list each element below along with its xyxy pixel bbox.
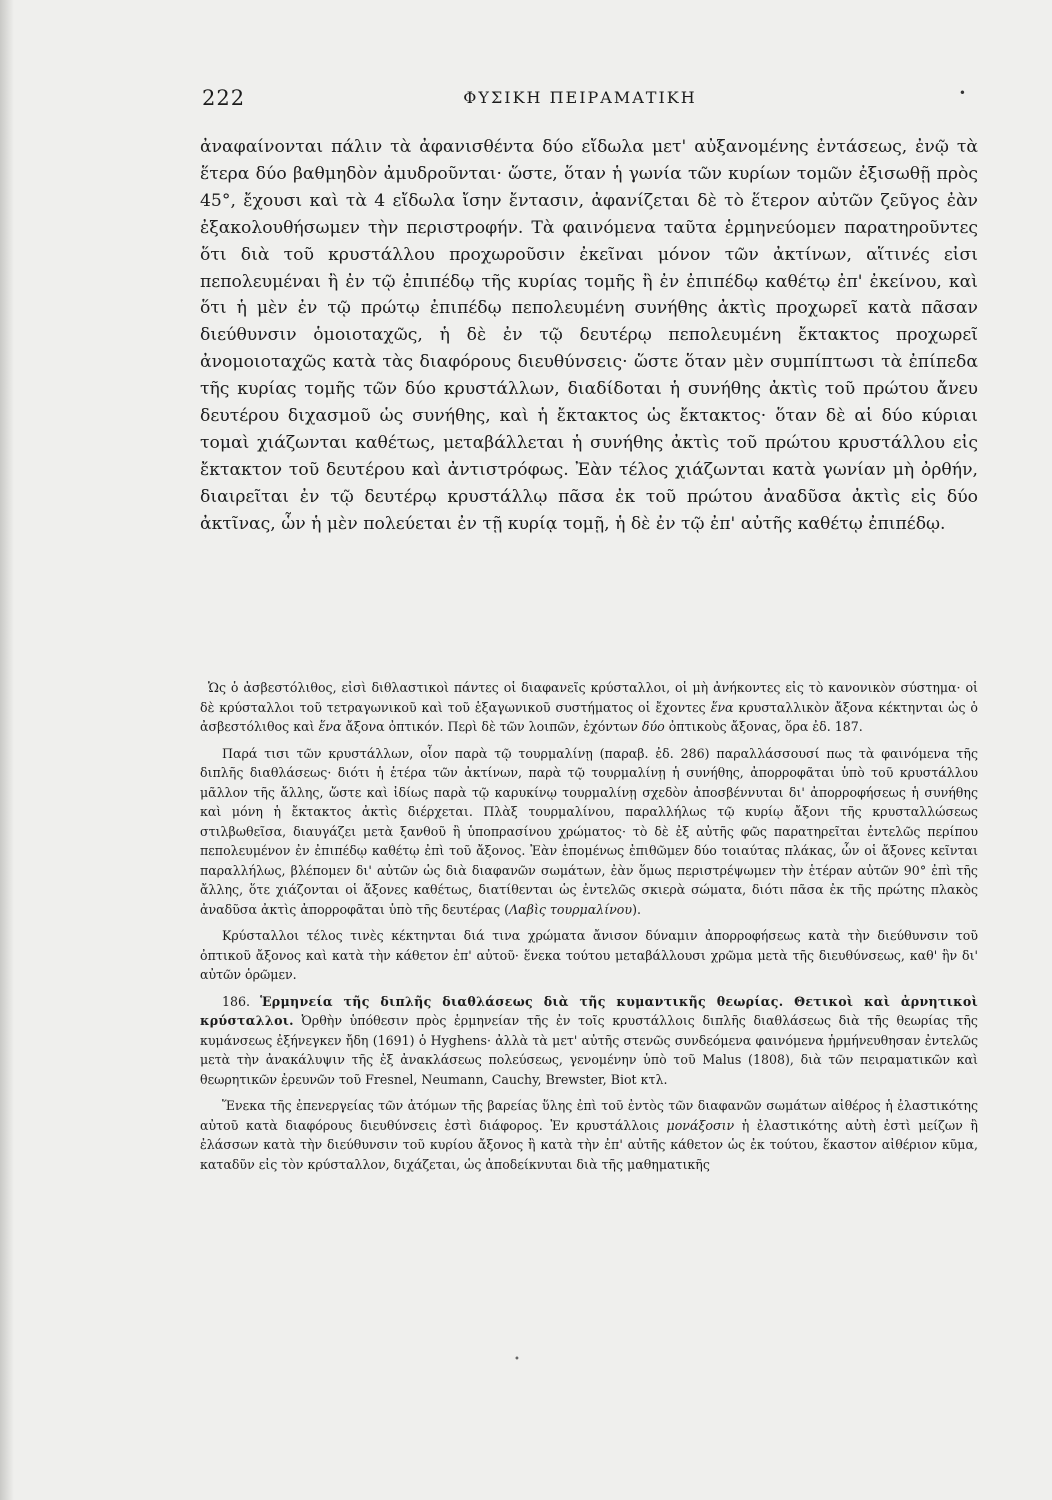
page-number: 222 [202,86,246,110]
section-number: 186. [222,993,251,1009]
note-1: Ὡς ὁ ἀσβεστόλιθος, εἰσὶ διθλαστικοὶ πάντες οἱ διαφανεῖς κρύσταλλοι, οἱ μὴ ἀνήκοντες εἰς τὸ κανονικὸν σύστημα· οἱ δὲ κρύσταλλοι τοῦ τετραγωνικοῦ καὶ τοῦ ἑξαγωνικοῦ συστήματος οἱ ἔχοντες ἕνα κρυσταλλικὸν ἄξονα κέκτηνται ὡς ὁ ἀσβεστόλιθος καὶ ἕνα ἄξονα ὀπτικόν. Περὶ δὲ τῶν λοιπῶν, ἐχόντων δύο ὀπτικοὺς ἄξονας, ὅρα ἐδ. 187. [200,680,978,734]
section-186 [200,992,978,1090]
page-header [200,86,966,116]
section-text: Ὀρθὴν ὑπόθεσιν πρὸς ἑρμηνείαν τῆς ἐν τοῖς κρυστάλλοις διπλῆς διαθλάσεως διὰ τῆς θεωρίας τῆς κυμάνσεως ἐξήνεγκεν ἤδη (1691) ὁ Hyghens· ἀλλὰ τὰ μετ' αὐτῆς στενῶς συνδεόμενα φαινόμενα ἡρμήνευθησαν ἐντελῶς μετὰ τὴν ἀνακάλυψιν τῆς ἐξ ἀνακλάσεως πολεύσεως, γενομένην ὑπὸ τοῦ Malus (1808), διὰ τῶν πειραματικῶν καὶ θεωρητικῶν ἐρευνῶν τοῦ Fresnel, Neumann, Cauchy, Brewster, Biot κτλ. [200,1013,978,1087]
corner-mark: • [958,86,966,100]
main-paragraph: ἀναφαίνονται πάλιν τὰ ἀφανισθέντα δύο εἴδωλα μετ' αὐξανομένης ἐντάσεως, ἐνῷ τὰ ἕτερα δύο βαθμηδὸν ἀμυδροῦνται· ὥστε, ὅταν ἡ γωνία τῶν κυρίων τομῶν ἐξισωθῇ πρὸς 45°, ἔχουσι καὶ τὰ 4 εἴδωλα ἴσην ἔντασιν, ἀφανίζεται δὲ τὸ ἕτερον αὐτῶν ζεῦγος ἐὰν ἐξακολουθήσωμεν τὴν περιστροφήν. Τὰ φαινόμενα ταῦτα ἑρμηνεύομεν παρατηροῦντες ὅτι διὰ τοῦ κρυστάλλου προχωροῦσιν ἐκεῖναι μόνον τῶν ἀκτίνων, αἵτινές εἰσι πεπολευμέναι ἢ ἐν τῷ ἐπιπέδῳ τῆς κυρίας τομῆς ἢ ἐν ἐπιπέδῳ καθέτῳ ἐπ' ἐκείνου, καὶ ὅτι ἡ μὲν ἐν τῷ πρώτῳ ἐπιπέδῳ πεπολευμένη συνήθης ἀκτὶς προχωρεῖ κατὰ πᾶσαν διεύθυνσιν ὁμοιοταχῶς, ἡ δὲ ἐν τῷ δευτέρῳ πεπολευμένη ἔκτακτος προχωρεῖ ἀνομοιοταχῶς κατὰ τὰς διαφόρους διευθύνσεις· ὥστε ὅταν μὲν συμπίπτωσι τὰ ἐπίπεδα τῆς κυρίας τομῆς τῶν δύο κρυστάλλων, διαδίδοται ἡ συνήθης ἀκτὶς τοῦ πρώτου ἄνευ δευτέρου διχασμοῦ ὡς συνήθης, καὶ ἡ ἔκτακτος ὡς ἔκτακτος· ὅταν δὲ αἱ δύο κύριαι τομαὶ χιάζωνται καθέτως, μεταβάλλεται ἡ συνήθης ἀκτὶς τοῦ πρώτου κρυστάλλου εἰς ἔκτακτον τοῦ δευτέρου καὶ ἀντιστρόφως. Ἐὰν τέλος χιάζωνται κατὰ γωνίαν μὴ ὀρθήν, διαιρεῖται ἐν τῷ δευτέρῳ κρυστάλλῳ πᾶσα ἐκ τοῦ πρώτου ἀναδῦσα ἀκτὶς εἰς δύο ἀκτῖνας, ὧν ἡ μὲν πολεύεται ἐν τῇ κυρίᾳ τομῇ, ἡ δὲ ἐν τῷ ἐπ' αὐτῆς καθέτῳ ἐπιπέδῳ. [200,137,978,534]
main-text-block [200,134,978,538]
note-3: Κρύσταλλοι τέλος τινὲς κέκτηνται διά τινα χρώματα ἄνισον δύναμιν ἀπορροφήσεως κατὰ τὴν διεύθυνσιν τοῦ ὀπτικοῦ ἄξονος καὶ κατὰ τὴν κάθετον ἐπ' αὐτοῦ· ἕνεκα τούτου μεταβάλλουσι χρῶμα μετὰ τῆς διευθύνσεως, καθ' ἣν δι' αὐτῶν ὁρῶμεν. [200,928,978,982]
notes-block [200,678,978,1181]
running-head: ΦΥΣΙΚΗ ΠΕΙΡΑΜΑΤΙΚΗ [463,88,697,107]
final-paragraph: Ἕνεκα τῆς ἐπενεργείας τῶν ἀτόμων τῆς βαρείας ὕλης ἐπὶ τοῦ ἐντὸς τῶν διαφανῶν σωμάτων αἰθέρος ἡ ἐλαστικότης αὐτοῦ κατὰ διαφόρους διευθύνσεις ἐστὶ διάφορος. Ἐν κρυστάλλοις μονάξοσιν ἡ ἐλαστικότης αὐτὴ ἐστὶ μείζων ἢ ἐλάσσων κατὰ τὴν διεύθυνσιν τοῦ κυρίου ἄξονος ἢ κατὰ τὴν ἐπ' αὐτῆς κάθετον ὡς ἐκ τούτου, ἕκαστον αἰθέριον κῦμα, καταδῦν εἰς τὸν κρύσταλλον, διχάζεται, ὡς ἀποδείκνυται διὰ τῆς μαθηματικῆς [200,1098,978,1172]
section-title: Ἑρμηνεία τῆς διπλῆς διαθλάσεως διὰ τῆς κυμαντικῆς θεωρίας. Θετικοὶ καὶ ἀρνητικοὶ κρύσταλλοι. [200,993,978,1028]
note-2: Παρά τισι τῶν κρυστάλλων, οἷον παρὰ τῷ τουρμαλίνῃ (παραβ. ἐδ. 286) παραλλάσσουσί πως τὰ φαινόμενα τῆς διπλῆς διαθλάσεως· διότι ἡ ἑτέρα τῶν ἀκτίνων, παρὰ τῷ τουρμαλίνῃ ἡ συνήθης, ἀπορροφᾶται ὑπὸ τοῦ κρυστάλλου μᾶλλον τῆς ἄλλης, ὥστε καὶ ἰδίως παρὰ τῷ καρυκίνῳ τουρμαλίνῃ σχεδὸν ἀποσβέννυται δι' ἀπορροφήσεως ἡ συνήθης καὶ μόνη ἡ ἔκτακτος ἀκτὶς διέρχεται. Πλὰξ τουρμαλίνου, παραλλήλως τῷ κυρίῳ ἄξονι τῆς κρυσταλλώσεως στιλβωθεῖσα, διαυγάζει μετὰ ξανθοῦ ἢ ὑποπρασίνου χρώματος· τὸ δὲ ἐξ αὐτῆς φῶς παρατηρεῖται ἐντελῶς περίπου πεπολευμένον ἐν ἐπιπέδῳ καθέτῳ ἐπὶ τοῦ ἄξονος. Ἐὰν ἑπομένως ἐπιθῶμεν δύο τοιαύτας πλάκας, ὧν οἱ ἄξονες κεῖνται παραλλήλως, βλέπομεν δι' αὐτῶν ὡς διὰ διαφανῶν σωμάτων, ἐὰν ὅμως περιστρέψωμεν τὴν ἑτέραν αὐτῶν 90° ἐπὶ τῆς ἄλλης, ὅτε χιάζονται οἱ ἄξονες καθέτως, διατίθενται ὡς ἐντελῶς σκιερὰ σώματα, διότι πᾶσα ἐκ τῆς πρώτης πλακὸς ἀναδῦσα ἀκτὶς ἀπορροφᾶται ὑπὸ τῆς δευτέρας (Λαβὶς τουρμαλίνου). [200,745,978,917]
signature-mark: • [514,1354,520,1365]
